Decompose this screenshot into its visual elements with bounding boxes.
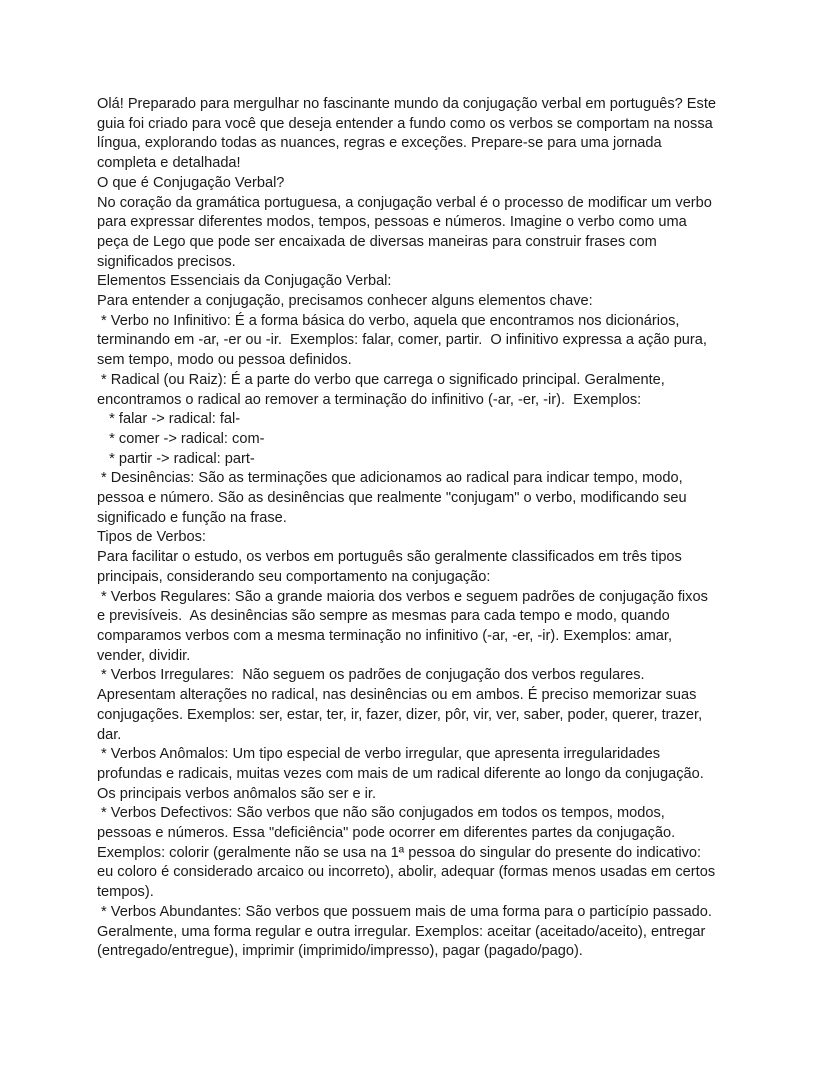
intro-line: língua, explorando todas as nuances, regras e exceções. Prepare-se para uma jornada bbox=[97, 135, 662, 152]
paragraph-line: Apresentam alterações no radical, nas desinências ou em ambos. É preciso memorizar suas bbox=[97, 687, 697, 704]
intro-line: completa e detalhada! bbox=[97, 155, 241, 172]
list-item-anomalous: * Verbos Anômalos: Um tipo especial de verbo irregular, que apresenta irregularidades bbox=[97, 746, 660, 763]
paragraph-line: vender, dividir. bbox=[97, 647, 191, 664]
intro-line: Olá! Preparado para mergulhar no fascinante mundo da conjugação verbal em português? Este bbox=[97, 96, 716, 112]
paragraph-line: pessoa e número. São as desinências que realmente "conjugam" o verbo, modificando seu bbox=[97, 490, 687, 507]
paragraph-line: No coração da gramática portuguesa, a conjugação verbal é o processo de modificar um verbo bbox=[97, 194, 712, 211]
paragraph-line: Exemplos: colorir (geralmente não se usa na 1ª pessoa do singular do presente do indicativo: bbox=[97, 844, 702, 861]
paragraph-line: conjugações. Exemplos: ser, estar, ter, ir, fazer, dizer, pôr, vir, ver, saber, poder, querer, trazer, bbox=[97, 706, 703, 723]
paragraph-line: para expressar diferentes modos, tempos, pessoas e números. Imagine o verbo como uma bbox=[97, 214, 687, 231]
paragraph-line: e previsíveis. As desinências são sempre as mesmas para cada tempo e modo, quando bbox=[97, 608, 670, 625]
paragraph-line: Geralmente, uma forma regular e outra irregular. Exemplos: aceitar (aceitado/aceito), entregar bbox=[97, 923, 706, 940]
paragraph-line: peça de Lego que pode ser encaixada de diversas maneiras para construir frases com bbox=[97, 233, 657, 250]
list-item-infinitive: * Verbo no Infinitivo: É a forma básica do verbo, aquela que encontramos nos dicionários, bbox=[97, 312, 680, 329]
paragraph-line: Para facilitar o estudo, os verbos em português são geralmente classificados em três tipos bbox=[97, 549, 682, 566]
list-item-abundant: * Verbos Abundantes: São verbos que possuem mais de uma forma para o particípio passado. bbox=[97, 903, 712, 920]
heading-essential-elements: Elementos Essenciais da Conjugação Verbal: bbox=[97, 273, 392, 290]
intro-line: guia foi criado para você que deseja entender a fundo como os verbos se comportam na nossa bbox=[97, 115, 713, 132]
paragraph-line: comparamos verbos com a mesma terminação no infinitivo (-ar, -er, -ir). Exemplos: amar, bbox=[97, 627, 673, 644]
heading-what-is-conjugation: O que é Conjugação Verbal? bbox=[97, 174, 285, 191]
paragraph-line: tempos). bbox=[97, 884, 154, 901]
paragraph-line: (entregado/entregue), imprimir (imprimido/impresso), pagar (pagado/pago). bbox=[97, 943, 583, 960]
sublist-item: * partir -> radical: part- bbox=[97, 450, 255, 467]
paragraph-line: eu coloro é considerado arcaico ou incorreto), abolir, adequar (formas menos usadas em certos bbox=[97, 864, 716, 881]
sublist-item: * falar -> radical: fal- bbox=[97, 411, 241, 428]
paragraph-line: Os principais verbos anômalos são ser e ir. bbox=[97, 785, 377, 802]
list-item-regular: * Verbos Regulares: São a grande maioria dos verbos e seguem padrões de conjugação fixos bbox=[97, 588, 708, 605]
paragraph-line: significados precisos. bbox=[97, 253, 236, 270]
sublist-item: * comer -> radical: com- bbox=[97, 430, 265, 447]
list-item-defective: * Verbos Defectivos: São verbos que não são conjugados em todos os tempos, modos, bbox=[97, 805, 665, 822]
heading-verb-types: Tipos de Verbos: bbox=[97, 529, 206, 546]
paragraph-line: Para entender a conjugação, precisamos conhecer alguns elementos chave: bbox=[97, 293, 593, 310]
paragraph-line: encontramos o radical ao remover a terminação do infinitivo (-ar, -er, -ir). Exemplos: bbox=[97, 391, 642, 408]
paragraph-line: sem tempo, modo ou pessoa definidos. bbox=[97, 352, 352, 369]
paragraph-line: terminando em -ar, -er ou -ir. Exemplos: falar, comer, partir. O infinitivo expressa a ação pura, bbox=[97, 332, 707, 349]
list-item-irregular: * Verbos Irregulares: Não seguem os padrões de conjugação dos verbos regulares. bbox=[97, 667, 645, 684]
list-item-radical: * Radical (ou Raiz): É a parte do verbo que carrega o significado principal. Geralmente, bbox=[97, 371, 665, 388]
paragraph-line: pessoas e números. Essa "deficiência" pode ocorrer em diferentes partes da conjugação. bbox=[97, 825, 676, 842]
list-item-desinences: * Desinências: São as terminações que adicionamos ao radical para indicar tempo, modo, bbox=[97, 470, 683, 487]
paragraph-line: dar. bbox=[97, 726, 122, 743]
paragraph-line: profundas e radicais, muitas vezes com mais de um radical diferente ao longo da conjugação. bbox=[97, 765, 704, 782]
paragraph-line: significado e função na frase. bbox=[97, 509, 287, 526]
document-page bbox=[97, 95, 737, 962]
paragraph-line: principais, considerando seu comportamento na conjugação: bbox=[97, 568, 491, 585]
